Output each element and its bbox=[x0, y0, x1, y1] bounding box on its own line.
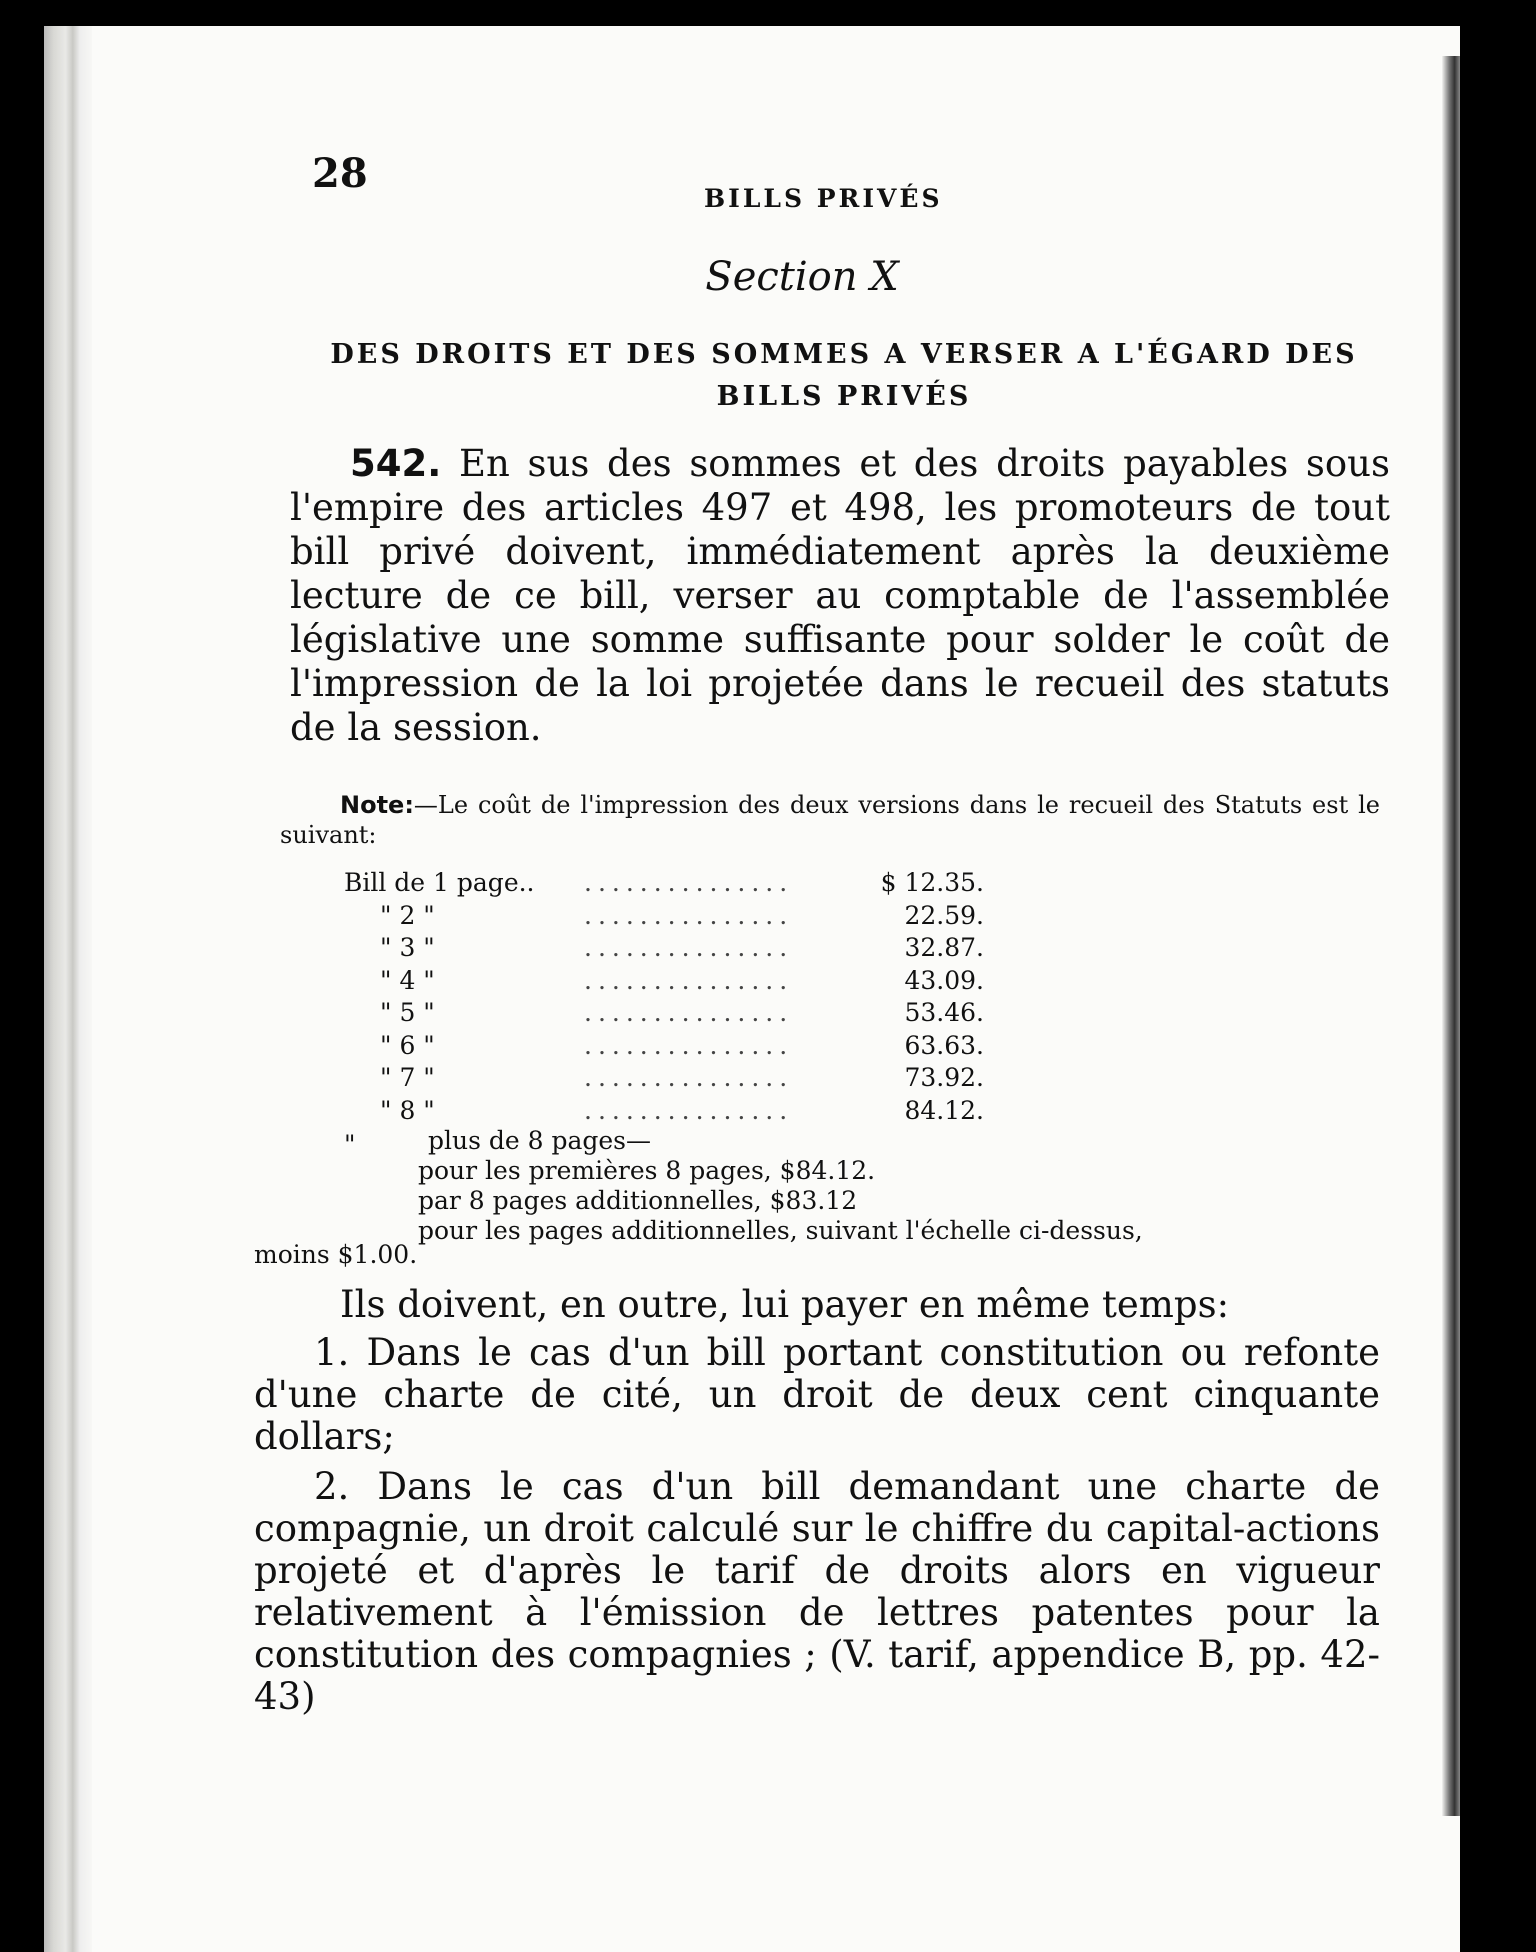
section-heading: DES DROITS ET DES SOMMES A VERSER A L'ÉGARD DES BILLS PRIVÉS bbox=[330, 339, 1358, 412]
leader-dots: ............... bbox=[584, 1063, 794, 1092]
over-8-less: moins $1.00. bbox=[254, 1240, 418, 1269]
item-2: 2. Dans le cas d'un bill demandant une charte de compagnie, un droit calculé sur le chiffre du capital-actions projeté et d'après le tarif de droits alors en vigueur relativement à l'émission de lettres patentes pour la constitution des compagnies ; (V. tarif, appendice B, pp. 42-43) bbox=[254, 1465, 1380, 1718]
table-row bbox=[344, 998, 984, 1031]
page-stack-edge bbox=[44, 26, 92, 1952]
book-page bbox=[44, 26, 1460, 1952]
binding-edge bbox=[1442, 56, 1460, 1816]
table-row bbox=[344, 1095, 984, 1129]
running-head: BILLS PRIVÉS bbox=[704, 184, 943, 213]
cost-table bbox=[344, 868, 984, 1128]
table-row bbox=[344, 868, 984, 901]
table-row bbox=[344, 933, 984, 966]
row-label: " 2 " bbox=[380, 900, 435, 930]
row-amount: 22.59. bbox=[904, 900, 984, 930]
note bbox=[280, 790, 1380, 850]
table-row bbox=[344, 965, 984, 999]
row-label: " 4 " bbox=[380, 965, 435, 995]
table-row bbox=[344, 1063, 984, 1096]
row-amount: 32.87. bbox=[904, 933, 984, 962]
over-8-ditto: " bbox=[344, 1130, 356, 1159]
row-amount: 84.12. bbox=[904, 1095, 984, 1125]
row-amount: $ 12.35. bbox=[880, 868, 984, 897]
over-8-intro: plus de 8 pages— bbox=[428, 1126, 652, 1155]
note-text: —Le coût de l'impression des deux versions dans le recueil des Statuts est le suivant: bbox=[280, 791, 1380, 849]
row-label: " 8 " bbox=[380, 1095, 435, 1125]
leader-dots: ............... bbox=[584, 933, 794, 962]
row-label: " 5 " bbox=[380, 998, 435, 1027]
over-8-additional: par 8 pages additionnelles, $83.12 bbox=[418, 1186, 858, 1215]
row-label: " 7 " bbox=[380, 1063, 435, 1092]
row-label: " 3 " bbox=[380, 933, 435, 962]
article-text: En sus des sommes et des droits payables sous l'empire des articles 497 et 498, les promoteurs de tout bill privé doivent, immédiatement après la deuxième lecture de ce bill, verser au comptable de l'assemblée législative une somme suffisante pour solder le coût de l'impression de la loi projetée dans le recueil des statuts de la session. bbox=[290, 442, 1390, 749]
leader-dots: ............... bbox=[584, 900, 794, 930]
leader-dots: ............... bbox=[584, 868, 794, 897]
leader-dots: ............... bbox=[584, 1095, 794, 1125]
article-number: 542. bbox=[350, 442, 442, 485]
page-number: 28 bbox=[312, 150, 368, 197]
leader-dots: ............... bbox=[584, 998, 794, 1027]
row-amount: 53.46. bbox=[904, 998, 984, 1027]
row-amount: 63.63. bbox=[904, 1030, 984, 1060]
row-amount: 43.09. bbox=[904, 965, 984, 995]
over-8-scale: pour les pages additionnelles, suivant l'échelle ci-dessus, bbox=[418, 1216, 1143, 1245]
row-amount: 73.92. bbox=[904, 1063, 984, 1092]
leader-dots: ............... bbox=[584, 965, 794, 995]
row-label: " 6 " bbox=[380, 1030, 435, 1060]
row-label: Bill de 1 page.. bbox=[344, 868, 535, 897]
table-row bbox=[344, 900, 984, 934]
item-1: 1. Dans le cas d'un bill portant constitution ou refonte d'une charte de cité, un droit de deux cent cinquante dollars; bbox=[254, 1331, 1380, 1458]
section-title: Section X bbox=[705, 254, 899, 300]
leader-dots: ............... bbox=[584, 1030, 794, 1060]
article-542 bbox=[290, 442, 1390, 750]
table-row bbox=[344, 1030, 984, 1064]
note-label: Note: bbox=[340, 791, 414, 819]
para-intro: Ils doivent, en outre, lui payer en même temps: bbox=[340, 1283, 1230, 1326]
over-8-first: pour les premières 8 pages, $84.12. bbox=[418, 1156, 876, 1185]
